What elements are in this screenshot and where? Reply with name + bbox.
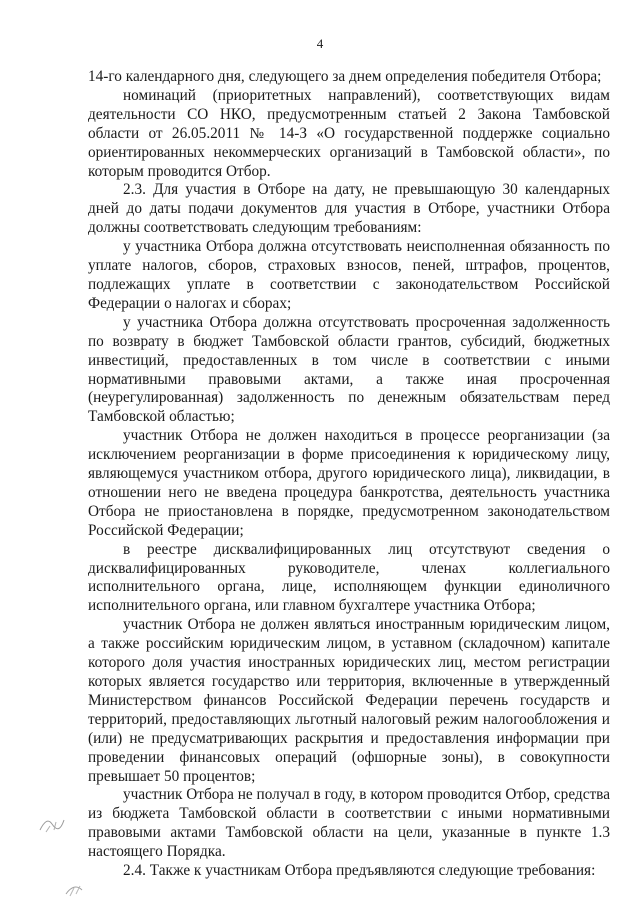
paragraph-requirement-foreign: участник Отбора не должен являться иностранным юридическим лицом, а также российским юридическим лицом, в уставном (складочном) капитале которого доля участия иностранных юридических лиц, местом регистрации которых является государство или территория, включенные в утвержденный Министерством финансов Российской Федерации перечень государств и территорий, предоставляющих льготный налоговый режим налогообложения и (или) не предусматривающих раскрытия и предоставления информации при проведении финансовых операций (офшорные зоны), в совокупности превышает 50 процентов; xyxy=(88,616,610,785)
paragraph-requirement-disqualified: в реестре дисквалифицированных лиц отсутствуют сведения о дисквалифицированных руководителе, членах коллегиального исполнительного органа, лице, исполняющем функции единоличного исполнительного органа, или главном бухгалтере участника Отбора; xyxy=(88,540,610,615)
document-body xyxy=(88,68,610,881)
paragraph-continuation: 14-го календарного дня, следующего за днем определения победителя Отбора; xyxy=(88,68,602,85)
paragraph-section-2-4: 2.4. Также к участникам Отбора предъявляются следующие требования: xyxy=(123,862,596,880)
paragraph-requirement-taxes: у участника Отбора должна отсутствовать неисполненная обязанность по уплате налогов, сборов, страховых взносов, пеней, штрафов, процентов, подлежащих уплате в соответствии с законодательством Российской Федерации о налогах и сборах; xyxy=(88,238,610,312)
paragraph-requirement-funds: участник Отбора не получал в году, в котором проводится Отбор, средства из бюджета Тамбовской области в соответствии с иными нормативными правовыми актами Тамбовской области на цели, указанные в пункте 1.3 настоящего Порядка. xyxy=(88,786,610,861)
paragraph-requirement-reorganization: участник Отбора не должен находиться в процессе реорганизации (за исключением реорганизации в форме присоединения к юридическому лицу, являющемуся участником отбора, другого юридического лица), ликвидации, в отношении него не введена процедура банкротства, деятельность участника Отбора не приостановлена в порядке, предусмотренном законодательством Российской Федерации; xyxy=(88,427,610,539)
paragraph-nominations: номинаций (приоритетных направлений), соответствующих видам деятельности СО НКО, предусмотренным статьей 2 Закона Тамбовской области от 26.05.2011 № 14-З «О государственной поддержке социально ориентированных некоммерческих организаций в Тамбовской области», по которым проводится Отбор. xyxy=(88,86,610,180)
scan-smudge-mark xyxy=(38,812,68,836)
paragraph-section-2-3: 2.3. Для участия в Отборе на дату, не превышающую 30 календарных дней до даты подачи документов для участия в Отборе, участники Отбора должны соответствовать следующим требованиям: xyxy=(88,181,610,237)
scan-smudge-mark-bottom xyxy=(64,880,86,898)
page-number: 4 xyxy=(316,36,324,51)
paragraph-requirement-debt: у участника Отбора должна отсутствовать просроченная задолженность по возврату в бюджет Тамбовской области грантов, субсидий, бюджетных инвестиций, предоставленных в том числе в соответствии с иными нормативными правовыми актами, а также иная просроченная (неурегулированная) задолженность по денежным обязательствам перед Тамбовской областью; xyxy=(88,313,610,426)
